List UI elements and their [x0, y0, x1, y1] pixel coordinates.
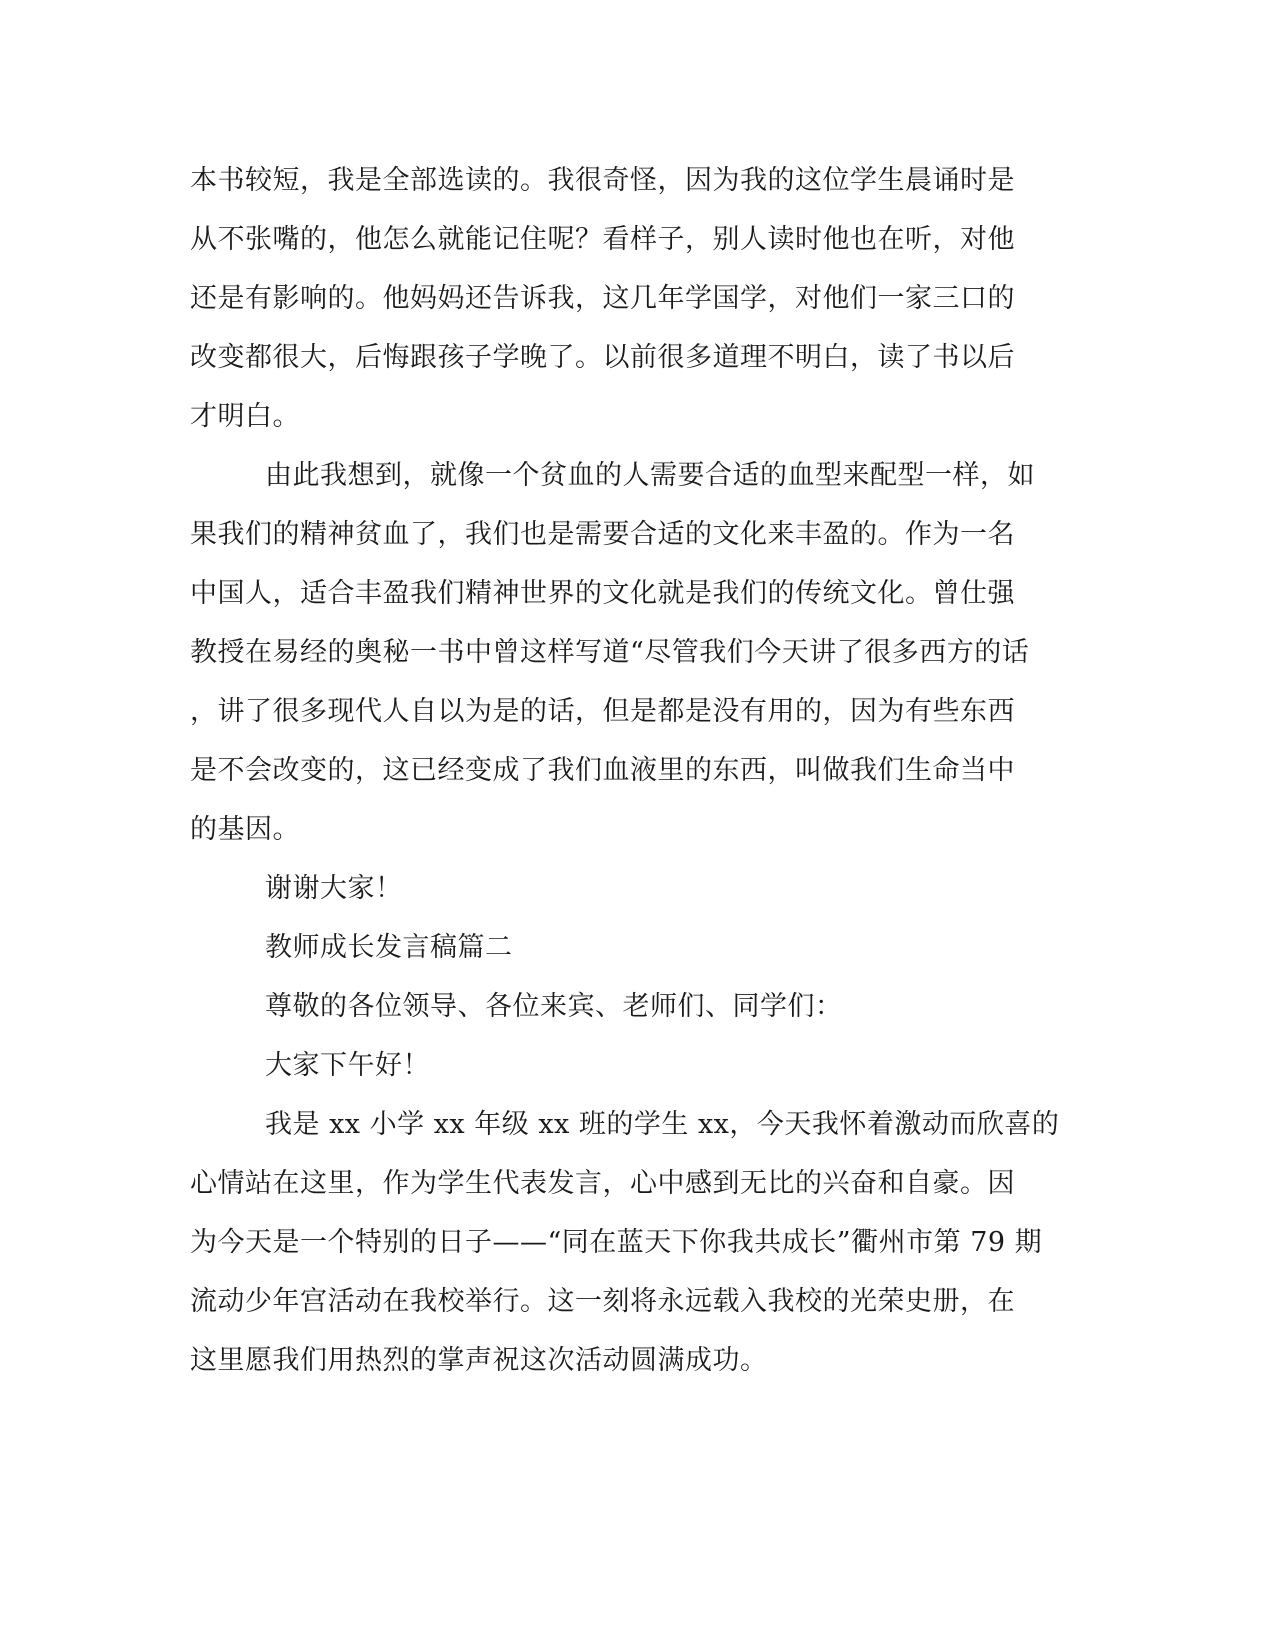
- closing-line: 谢谢大家！: [265, 873, 403, 904]
- body-line: 中国人，适合丰盈我们精神世界的文化就是我们的传统文化。曾仕强: [190, 578, 1015, 609]
- body-line: 为今天是一个特别的日子——“同在蓝天下你我共成长”衢州市第 79 期: [190, 1227, 1043, 1258]
- body-line: 从不张嘴的，他怎么就能记住呢？看样子，别人读时他也在听，对他: [190, 224, 1015, 255]
- body-line: 才明白。: [190, 401, 300, 432]
- body-line: 还是有影响的。他妈妈还告诉我，这几年学国学，对他们一家三口的: [190, 283, 1015, 314]
- body-line: ，讲了很多现代人自以为是的话，但是都是没有用的，因为有些东西: [190, 696, 1015, 727]
- body-line: 是不会改变的，这已经变成了我们血液里的东西，叫做我们生命当中: [190, 755, 1015, 786]
- paragraph-start-line: 我是 xx 小学 xx 年级 xx 班的学生 xx，今天我怀着激动而欣喜的: [265, 1109, 1060, 1140]
- paragraph-start-line: 由此我想到，就像一个贫血的人需要合适的血型来配型一样，如: [265, 460, 1035, 491]
- salutation-line: 尊敬的各位领导、各位来宾、老师们、同学们：: [265, 991, 843, 1022]
- body-line: 改变都很大，后悔跟孩子学晚了。以前很多道理不明白，读了书以后: [190, 342, 1015, 373]
- body-line: 流动少年宫活动在我校举行。这一刻将永远载入我校的光荣史册，在: [190, 1286, 1015, 1317]
- body-line: 心情站在这里，作为学生代表发言，心中感到无比的兴奋和自豪。因: [190, 1168, 1015, 1199]
- body-line: 这里愿我们用热烈的掌声祝这次活动圆满成功。: [190, 1345, 768, 1376]
- body-line: 的基因。: [190, 814, 300, 845]
- body-line: 本书较短，我是全部选读的。我很奇怪，因为我的这位学生晨诵时是: [190, 165, 1015, 196]
- section-heading: 教师成长发言稿篇二: [265, 932, 513, 963]
- body-line: 教授在易经的奥秘一书中曾这样写道“尽管我们今天讲了很多西方的话: [190, 637, 1030, 668]
- body-line: 果我们的精神贫血了，我们也是需要合适的文化来丰盈的。作为一名: [190, 519, 1015, 550]
- greeting-line: 大家下午好！: [265, 1050, 430, 1081]
